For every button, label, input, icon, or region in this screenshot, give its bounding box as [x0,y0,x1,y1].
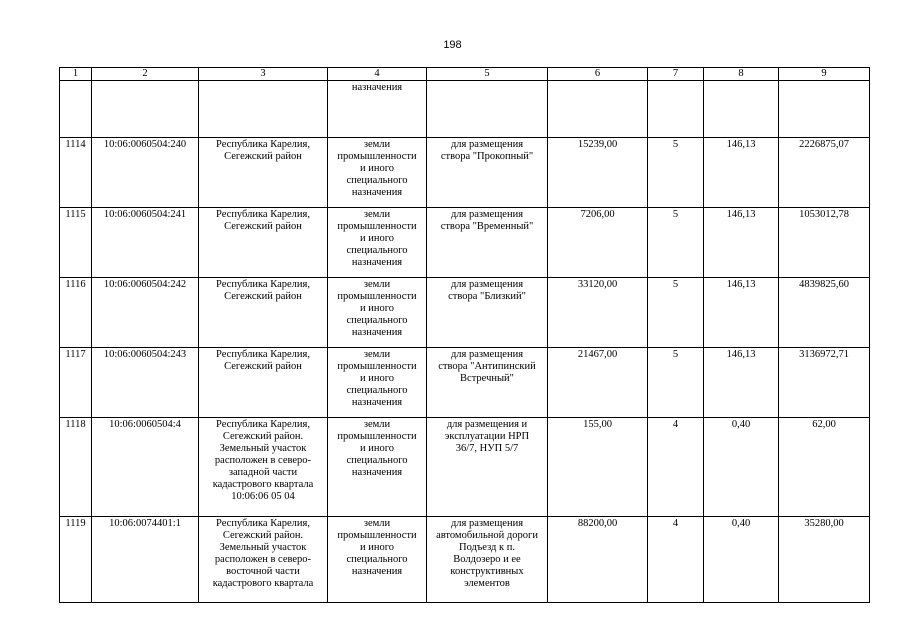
cell-permitted-use: для размещения створа "Временный" [427,208,548,278]
cell-col9: 1053012,78 [779,208,870,278]
cell-col8: 0,40 [704,517,779,603]
cell-number: 1115 [60,208,92,278]
cell-area: 33120,00 [548,278,648,348]
header-row [60,68,870,81]
cell-location: Республика Карелия, Сегежский район [199,278,328,348]
cell-area: 21467,00 [548,348,648,418]
cell-area [548,81,648,138]
col-header-1: 1 [60,68,92,81]
cell-cadastral-number [92,81,199,138]
table-row [60,418,870,517]
cell-col7: 5 [648,278,704,348]
col-header-2: 2 [92,68,199,81]
cell-location: Республика Карелия, Сегежский район. Земельный участок расположен в северо- западной части кадастрового квартала 10:06:06 05 04 [199,418,328,517]
cell-col7: 5 [648,348,704,418]
cell-number: 1114 [60,138,92,208]
cell-cadastral-number: 10:06:0060504:243 [92,348,199,418]
cell-land-category: земли промышленности и иного специального назначения [328,208,427,278]
cell-col8 [704,81,779,138]
table-row [60,138,870,208]
cell-col9 [779,81,870,138]
cell-col9: 62,00 [779,418,870,517]
cell-cadastral-number: 10:06:0060504:240 [92,138,199,208]
cell-number [60,81,92,138]
cell-permitted-use [427,81,548,138]
cell-location [199,81,328,138]
cell-col8: 146,13 [704,348,779,418]
cell-permitted-use: для размещения створа "Прокопный" [427,138,548,208]
cell-cadastral-number: 10:06:0074401:1 [92,517,199,603]
cell-permitted-use: для размещения створа "Антипинский Встречный" [427,348,548,418]
col-header-5: 5 [427,68,548,81]
cell-location: Республика Карелия, Сегежский район [199,138,328,208]
cell-col8: 0,40 [704,418,779,517]
cell-land-category: земли промышленности и иного специального назначения [328,138,427,208]
cell-area: 88200,00 [548,517,648,603]
cell-location: Республика Карелия, Сегежский район. Земельный участок расположен в северо- восточной части кадастрового квартала [199,517,328,603]
cell-permitted-use: для размещения автомобильной дороги Подъезд к п. Волдозеро и ее конструктивных элементов [427,517,548,603]
cell-land-category: земли промышленности и иного специального назначения [328,348,427,418]
land-registry-table [59,67,870,603]
col-header-3: 3 [199,68,328,81]
cell-col9: 2226875,07 [779,138,870,208]
cell-permitted-use: для размещения створа "Близкий" [427,278,548,348]
cell-col8: 146,13 [704,138,779,208]
cell-col7: 5 [648,138,704,208]
cell-land-category: земли промышленности и иного специального назначения [328,278,427,348]
cell-col9: 4839825,60 [779,278,870,348]
page-number: 198 [443,39,462,51]
col-header-8: 8 [704,68,779,81]
table-row [60,517,870,603]
cell-col9: 35280,00 [779,517,870,603]
cell-cadastral-number: 10:06:0060504:242 [92,278,199,348]
cell-col8: 146,13 [704,208,779,278]
cell-area: 15239,00 [548,138,648,208]
table-row [60,208,870,278]
col-header-4: 4 [328,68,427,81]
cell-area: 7206,00 [548,208,648,278]
continuation-row [60,81,870,138]
cell-col7 [648,81,704,138]
cell-land-category: земли промышленности и иного специального назначения [328,517,427,603]
cell-number: 1119 [60,517,92,603]
cell-col9: 3136972,71 [779,348,870,418]
table-row [60,348,870,418]
col-header-9: 9 [779,68,870,81]
cell-number: 1117 [60,348,92,418]
cell-location: Республика Карелия, Сегежский район [199,348,328,418]
cell-land-category: земли промышленности и иного специального назначения [328,418,427,517]
col-header-6: 6 [548,68,648,81]
cell-cadastral-number: 10:06:0060504:4 [92,418,199,517]
cell-cadastral-number: 10:06:0060504:241 [92,208,199,278]
cell-col7: 5 [648,208,704,278]
cell-area: 155,00 [548,418,648,517]
cell-col7: 4 [648,418,704,517]
cell-col7: 4 [648,517,704,603]
col-header-7: 7 [648,68,704,81]
cell-permitted-use: для размещения и эксплуатации НРП 36/7, НУП 5/7 [427,418,548,517]
table-row [60,278,870,348]
cell-col8: 146,13 [704,278,779,348]
cell-number: 1118 [60,418,92,517]
cell-location: Республика Карелия, Сегежский район [199,208,328,278]
cell-number: 1116 [60,278,92,348]
cell-land-category: назначения [328,81,427,138]
